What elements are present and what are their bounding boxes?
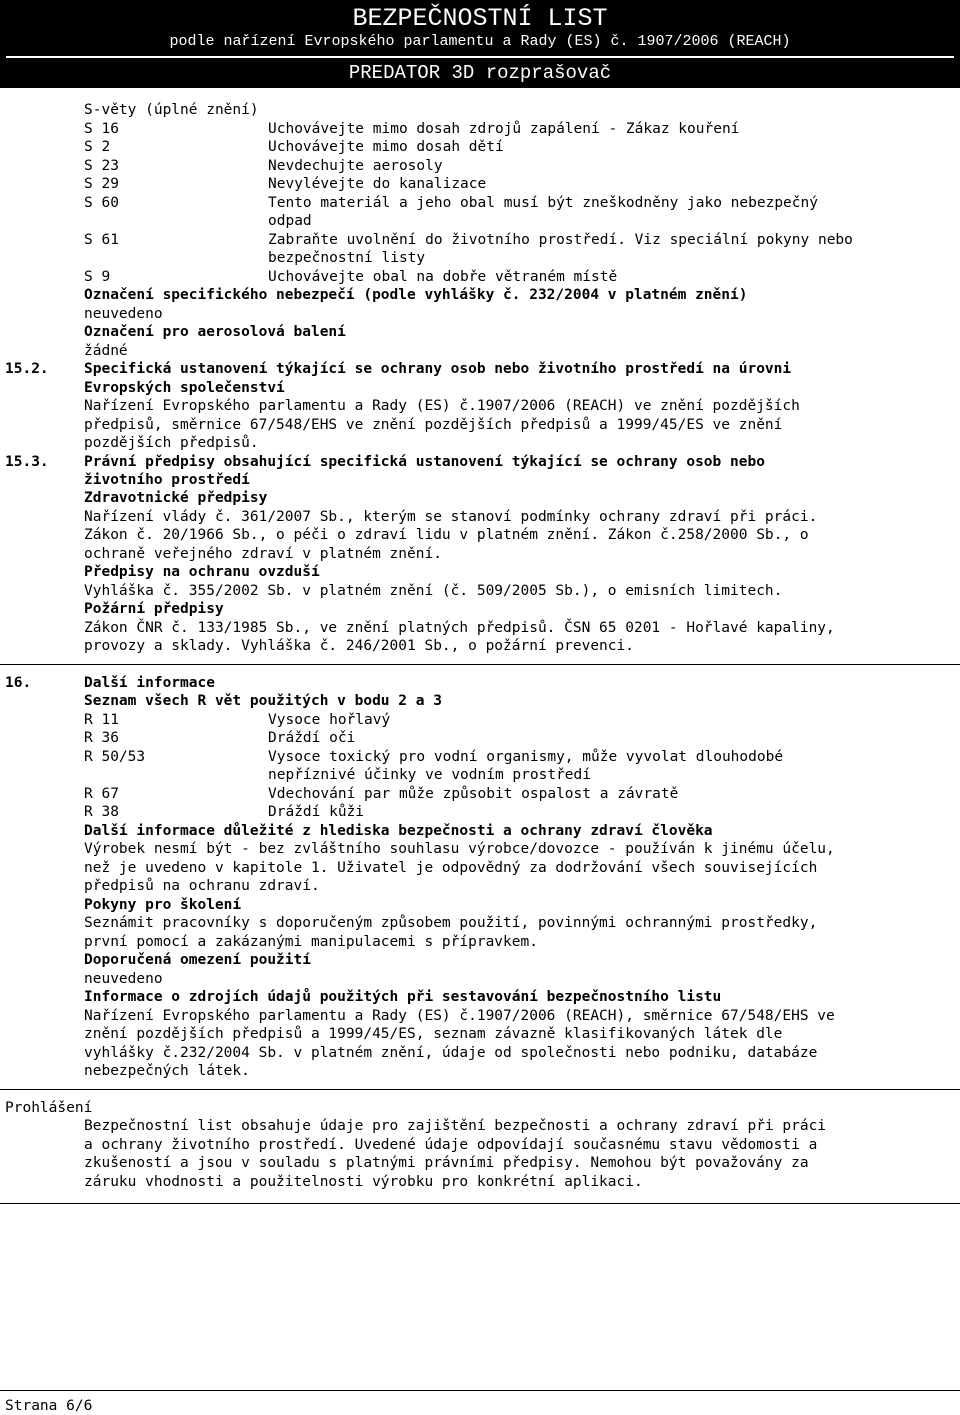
section-divider xyxy=(0,1089,960,1090)
r-phrase-text: Vdechování par může způsobit ospalost a závratě xyxy=(268,786,679,802)
s-phrase-text: Tento materiál a jeho obal musí být zneškodněny jako nebezpečný xyxy=(268,195,818,211)
declaration-text: Bezpečnostní list obsahuje údaje pro zajištění bezpečnosti a ochrany zdraví při práci xyxy=(84,1118,827,1134)
sources-text: Nařízení Evropského parlamentu a Rady (ES) č.1907/2006 (REACH), směrnice 67/548/EHS ve xyxy=(84,1008,835,1024)
sources-text: vyhlášky č.232/2004 Sb. v platném znění, údaje od společnosti nebo podniku, databáze xyxy=(84,1045,818,1061)
safety-info-heading: Další informace důležité z hlediska bezpečnosti a ochrany zdraví člověka xyxy=(84,823,713,839)
safety-info-text: předpisů na ochranu zdraví. xyxy=(84,878,320,894)
s-phrase-text: Zabraňte uvolnění do životního prostředí. Viz speciální pokyny nebo xyxy=(268,232,853,248)
r-phrase-text-cont: nepříznivé účinky ve vodním prostředí xyxy=(268,767,592,783)
sources-heading: Informace o zdrojích údajů použitých při sestavování bezpečnostního listu xyxy=(84,989,722,1005)
r-phrase-text: Vysoce hořlavý xyxy=(268,712,391,728)
r-phrase-code: R 50/53 xyxy=(84,749,146,765)
s-phrase-code: S 16 xyxy=(84,121,119,137)
footer-divider xyxy=(0,1390,960,1391)
training-text: Seznámit pracovníky s doporučeným způsobem použití, povinnými ochrannými prostředky, xyxy=(84,915,818,931)
document-subtitle: podle nařízení Evropského parlamentu a Rady (ES) č. 1907/2006 (REACH) xyxy=(169,33,791,50)
r-phrase-code: R 11 xyxy=(84,712,119,728)
section-15-3-heading: Právní předpisy obsahující specifická ustanovení týkající se ochrany osob nebo xyxy=(84,454,765,470)
sources-text: nebezpečných látek. xyxy=(84,1063,250,1079)
s-phrase-text: Nevylévejte do kanalizace xyxy=(268,176,487,192)
section-15-3-heading-cont: životního prostředí xyxy=(84,472,250,488)
health-regulations-text: ochraně veřejného zdraví v platném znění. xyxy=(84,546,442,562)
declaration-text: zkušeností a jsou v souladu s platnými právními předpisy. Nemohou být považovány za xyxy=(84,1155,809,1171)
product-name: PREDATOR 3D rozprašovač xyxy=(348,62,612,84)
section-15-2-text: předpisů, směrnice 67/548/EHS ve znění pozdějších předpisů a 1999/45/ES ve znění xyxy=(84,417,783,433)
r-phrase-code: R 38 xyxy=(84,804,119,820)
r-phrases-heading: Seznam všech R vět použitých v bodu 2 a 3 xyxy=(84,693,442,709)
s-phrase-text: Uchovávejte obal na dobře větraném místě xyxy=(268,269,618,285)
section-number: 16. xyxy=(5,675,32,691)
aerosol-value: žádné xyxy=(84,343,128,359)
restrictions-heading: Doporučená omezení použití xyxy=(84,952,311,968)
training-text: první pomocí a zakázanými manipulacemi s přípravkem. xyxy=(84,934,538,950)
section-15-2-text: Nařízení Evropského parlamentu a Rady (ES) č.1907/2006 (REACH) ve znění pozdějších xyxy=(84,398,800,414)
s-phrase-code: S 29 xyxy=(84,176,119,192)
fire-regulations-text: Zákon ČNR č. 133/1985 Sb., ve znění platných předpisů. ČSN 65 0201 - Hořlavé kapaliny, xyxy=(84,620,835,636)
declaration-text: záruku vhodnosti a použitelnosti výrobku pro konkrétní aplikaci. xyxy=(84,1174,643,1190)
air-regulations-text: Vyhláška č. 355/2002 Sb. v platném znění (č. 509/2005 Sb.), o emisních limitech. xyxy=(84,583,783,599)
s-phrase-code: S 9 xyxy=(84,269,111,285)
s-phrase-text: Uchovávejte mimo dosah zdrojů zapálení - Zákaz kouření xyxy=(268,121,740,137)
document-title: BEZPEČNOSTNÍ LIST xyxy=(352,4,608,33)
s-phrase-text: Uchovávejte mimo dosah dětí xyxy=(268,139,504,155)
s-phrase-code: S 2 xyxy=(84,139,111,155)
r-phrase-text: Vysoce toxický pro vodní organismy, může vyvolat dlouhodobé xyxy=(268,749,784,765)
section-16-heading: Další informace xyxy=(84,675,215,691)
health-regulations-heading: Zdravotnické předpisy xyxy=(84,490,268,506)
health-regulations-text: Zákon č. 20/1966 Sb., o péči o zdraví lidu v platném znění. Zákon č.258/2000 Sb., o xyxy=(84,527,809,543)
page-number: Strana 6/6 xyxy=(5,1398,93,1414)
section-number: 15.3. xyxy=(5,454,49,470)
air-regulations-heading: Předpisy na ochranu ovzduší xyxy=(84,564,320,580)
specific-hazard-heading: Označení specifického nebezpečí (podle vyhlášky č. 232/2004 v platném znění) xyxy=(84,287,748,303)
fire-regulations-heading: Požární předpisy xyxy=(84,601,224,617)
declaration-text: a ochrany životního prostředí. Uvedené údaje odpovídají současnému stavu vědomosti a xyxy=(84,1137,818,1153)
r-phrase-code: R 36 xyxy=(84,730,119,746)
fire-regulations-text: provozy a sklady. Vyhláška č. 246/2001 Sb., o požární prevenci. xyxy=(84,638,634,654)
sources-text: znění pozdějších předpisů a 1999/45/ES, seznam závazně klasifikovaných látek dle xyxy=(84,1026,783,1042)
s-phrase-text: Nevdechujte aerosoly xyxy=(268,158,443,174)
s-phrase-code: S 60 xyxy=(84,195,119,211)
r-phrase-text: Dráždí kůži xyxy=(268,804,365,820)
specific-hazard-value: neuvedeno xyxy=(84,306,163,322)
r-phrase-code: R 67 xyxy=(84,786,119,802)
s-phrase-code: S 61 xyxy=(84,232,119,248)
s-phrases-heading: S-věty (úplné znění) xyxy=(84,102,259,118)
safety-info-text: Výrobek nesmí být - bez zvláštního souhlasu výrobce/dovozce - používán k jinému účelu, xyxy=(84,841,835,857)
r-phrase-text: Dráždí oči xyxy=(268,730,356,746)
section-15-2-text: pozdějších předpisů. xyxy=(84,435,259,451)
section-divider xyxy=(0,664,960,665)
training-heading: Pokyny pro školení xyxy=(84,897,242,913)
section-15-2-heading-cont: Evropských společenství xyxy=(84,380,285,396)
section-number: 15.2. xyxy=(5,361,49,377)
restrictions-text: neuvedeno xyxy=(84,971,163,987)
section-15-2-heading: Specifická ustanovení týkající se ochrany osob nebo životního prostředí na úrovni xyxy=(84,361,792,377)
header-divider xyxy=(6,56,954,58)
s-phrase-text-cont: odpad xyxy=(268,213,312,229)
safety-info-text: než je uvedeno v kapitole 1. Uživatel je odpovědný za dodržování všech souvisejících xyxy=(84,860,818,876)
health-regulations-text: Nařízení vlády č. 361/2007 Sb., kterým se stanoví podmínky ochrany zdraví při práci. xyxy=(84,509,818,525)
aerosol-heading: Označení pro aerosolová balení xyxy=(84,324,346,340)
s-phrase-text-cont: bezpečnostní listy xyxy=(268,250,426,266)
document-header xyxy=(0,0,960,88)
declaration-label: Prohlášení xyxy=(5,1100,93,1116)
section-divider xyxy=(0,1203,960,1204)
s-phrase-code: S 23 xyxy=(84,158,119,174)
